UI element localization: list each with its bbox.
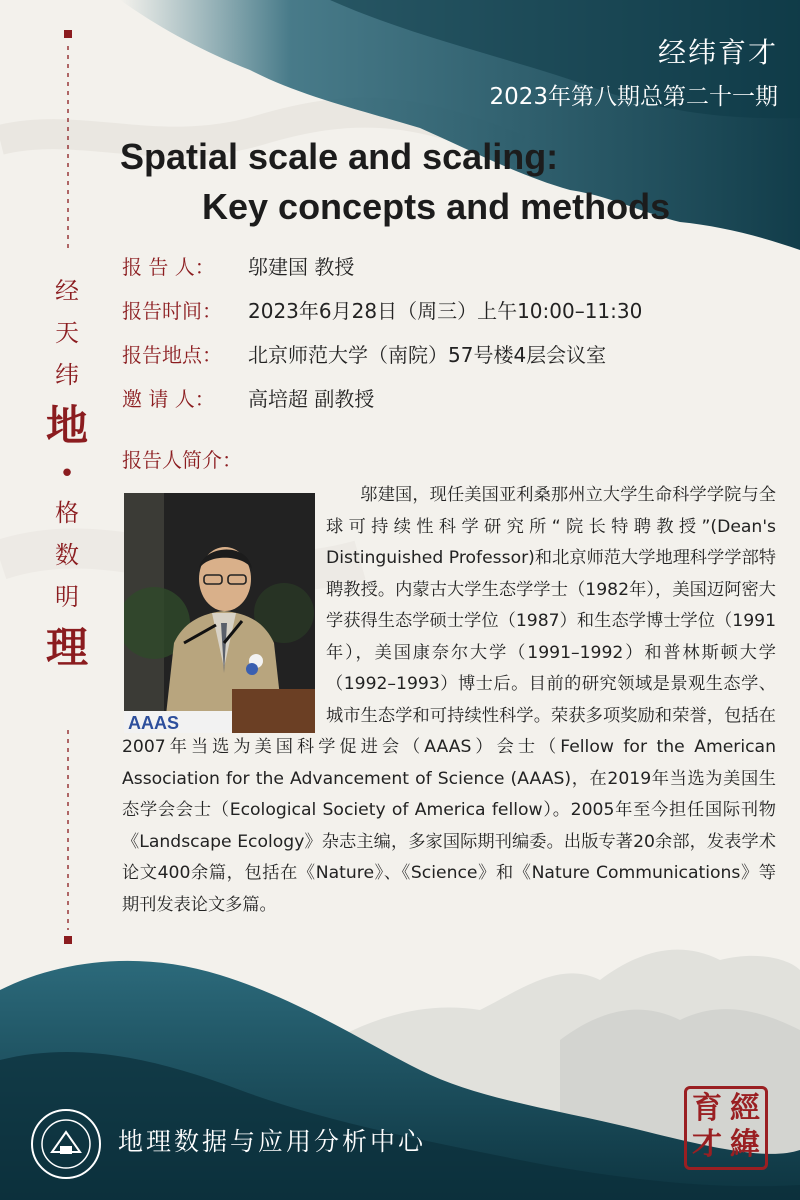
motto-char-large: 理 — [45, 623, 88, 672]
series-issue: 2023年第八期总第二十一期 — [489, 84, 778, 110]
info-label: 报 告 人： — [122, 255, 215, 279]
seal-char: 緯 — [730, 1127, 760, 1162]
lecture-info — [122, 252, 762, 428]
info-value: 高培超 副教授 — [248, 387, 375, 411]
podium-sign: AAAS — [128, 713, 180, 733]
title-line-1: Spatial scale and scaling: — [120, 136, 559, 177]
info-label: 报告时间： — [122, 299, 222, 323]
motto-char: 经 — [55, 277, 79, 305]
seal-char: 育 — [692, 1091, 722, 1126]
info-row-speaker — [122, 252, 762, 296]
motto-char: 纬 — [55, 361, 79, 389]
info-row-time — [122, 296, 762, 340]
info-row-host — [122, 384, 762, 428]
seal-stamp — [684, 1086, 768, 1170]
title-line-2: Key concepts and methods — [202, 186, 671, 227]
info-value: 邬建国 教授 — [248, 255, 355, 279]
series-name: 经纬育才 — [657, 36, 778, 69]
info-value: 北京师范大学（南院）57号楼4层会议室 — [248, 343, 607, 367]
speaker-photo-illustration — [124, 493, 315, 733]
center-name: 地理数据与应用分析中心 — [118, 1127, 427, 1156]
side-motto — [40, 270, 94, 678]
seal-char: 經 — [730, 1091, 760, 1126]
seal-char: 才 — [692, 1127, 722, 1162]
series-header — [489, 36, 778, 112]
motto-dot: • — [59, 459, 75, 489]
motto-char-large: 地 — [45, 401, 88, 450]
speaker-photo — [124, 493, 315, 733]
motto-char: 格 — [55, 499, 79, 527]
motto-char: 数 — [55, 541, 79, 569]
info-row-location — [122, 340, 762, 384]
university-emblem-icon — [30, 1108, 102, 1180]
motto-char: 天 — [55, 319, 79, 347]
info-label: 邀 请 人： — [122, 387, 215, 411]
bio-text: 邬建国，现任美国亚利桑那州立大学生命科学学院与全球可持续性科学研究所“院长特聘教授”(Dean's Distinguished Professor)和北京师范大学地理科学学部特聘教授。内蒙古大学生态学学士（1982年），美国迈阿密大学获得生态学硕士学位（1987）和生态学博士学位（1991年），美国康奈尔大学（1991–1992）和普林斯顿大学（1992–1993）博士后。目前的研究领域是景观生态学、城市生态学和可持续性科学。荣获多项奖励和荣誉，包括在2007年当选为美国科学促进会（AAAS）会士（Fellow for the American Association for the Advancement of Science (AAAS)，在2019年当选为美国生态学会会士（Ecological Society of America fellow）。2005年至今担任国际刊物《Landscape Ecology》杂志主编，多家国际期刊编委。出版专著20余部，发表学术论文400余篇，包括在《Nature》、《Science》和《Nature Communications》等期刊发表论文多篇。 — [122, 485, 776, 915]
info-label: 报告地点： — [122, 343, 222, 367]
lecture-title — [120, 132, 720, 232]
info-value: 2023年6月28日（周三）上午10:00–11:30 — [248, 299, 643, 323]
motto-char: 明 — [55, 583, 79, 611]
bio-heading: 报告人简介： — [122, 448, 242, 472]
